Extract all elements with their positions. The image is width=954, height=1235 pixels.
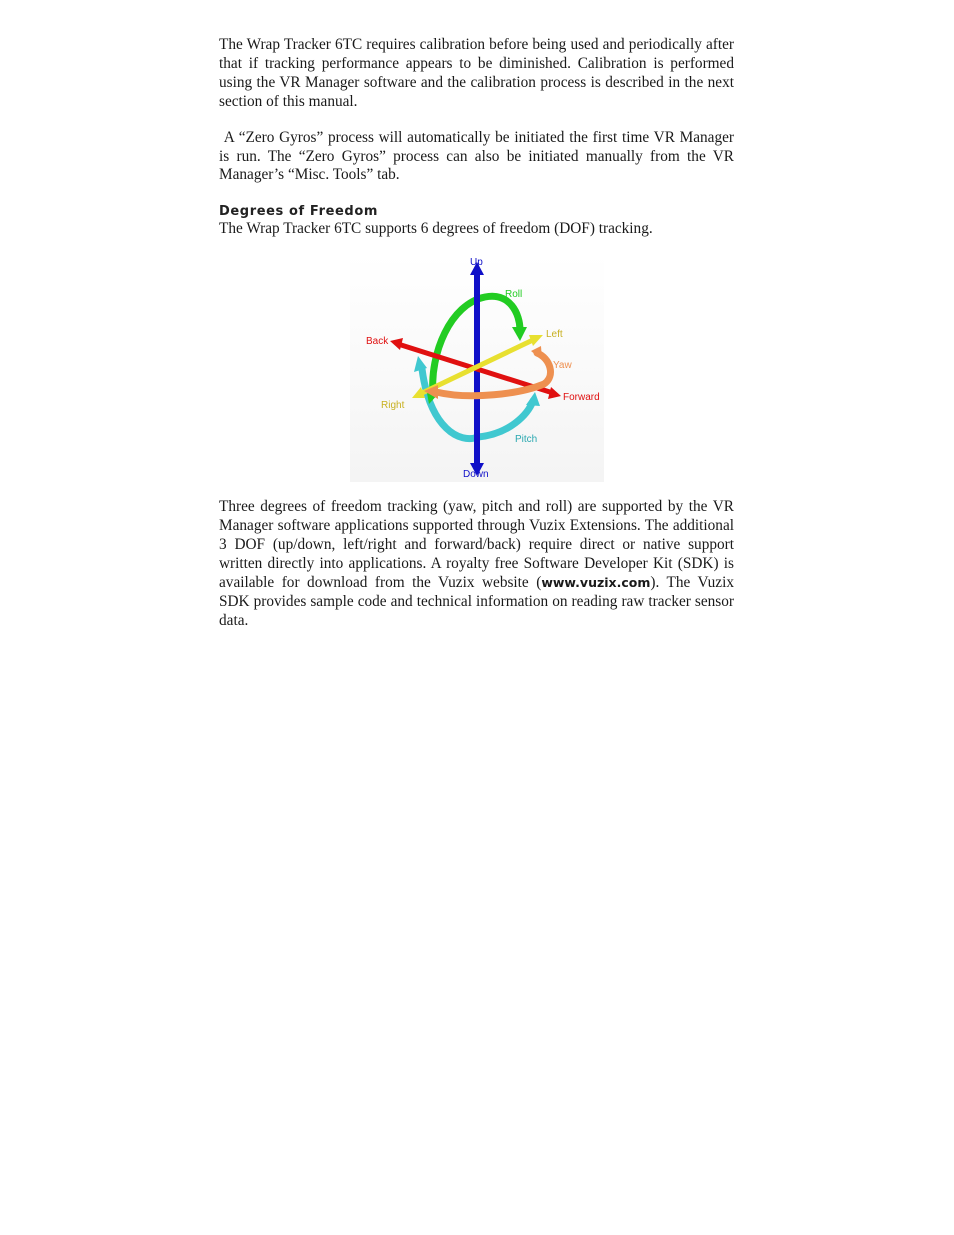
up-label: Up xyxy=(470,257,483,269)
right-label: Right xyxy=(381,400,405,412)
dof-diagram xyxy=(350,254,604,482)
calibration-paragraph: The Wrap Tracker 6TC requires calibration before being used and periodically after that if tracking performance appears to be diminished. Calibration is performed using the VR Manager software and the calibration process is described in the next section of this manual. xyxy=(219,36,734,110)
forward-label: Forward xyxy=(563,392,600,404)
left-label: Left xyxy=(546,329,563,341)
closing-paragraph xyxy=(219,498,734,630)
yaw-label: Yaw xyxy=(553,360,572,372)
roll-label: Roll xyxy=(505,289,523,301)
dof-diagram-svg xyxy=(350,254,604,482)
dof-intro: The Wrap Tracker 6TC supports 6 degrees of freedom (DOF) tracking. xyxy=(219,220,653,238)
closing-text-after-link: ). The Vuzix SDK provides sample code and technical information on reading raw tracker sensor data. xyxy=(219,573,734,629)
document-page xyxy=(219,36,738,631)
zero-gyros-paragraph: A “Zero Gyros” process will automatically be initiated the first time VR Manager is run. The “Zero Gyros” process can also be initiated manually from the VR Manager’s “Misc. Tools” tab. xyxy=(219,128,738,184)
closing-text-before-link: Three degrees of freedom tracking (yaw, pitch and roll) are supported by the VR Manager software applications supported through Vuzix Extensions. The additional 3 DOF (up/down, left/right and forward/back) require direct or native support written directly into applications. A royalty free Software Developer Kit (SDK) is available for download from the Vuzix website ( xyxy=(219,498,734,591)
pitch-label: Pitch xyxy=(515,434,538,446)
down-label: Down xyxy=(463,469,489,481)
vuzix-website-link[interactable]: www.vuzix.com xyxy=(541,574,651,590)
back-label: Back xyxy=(366,336,389,348)
dof-heading: Degrees of Freedom xyxy=(219,204,379,220)
